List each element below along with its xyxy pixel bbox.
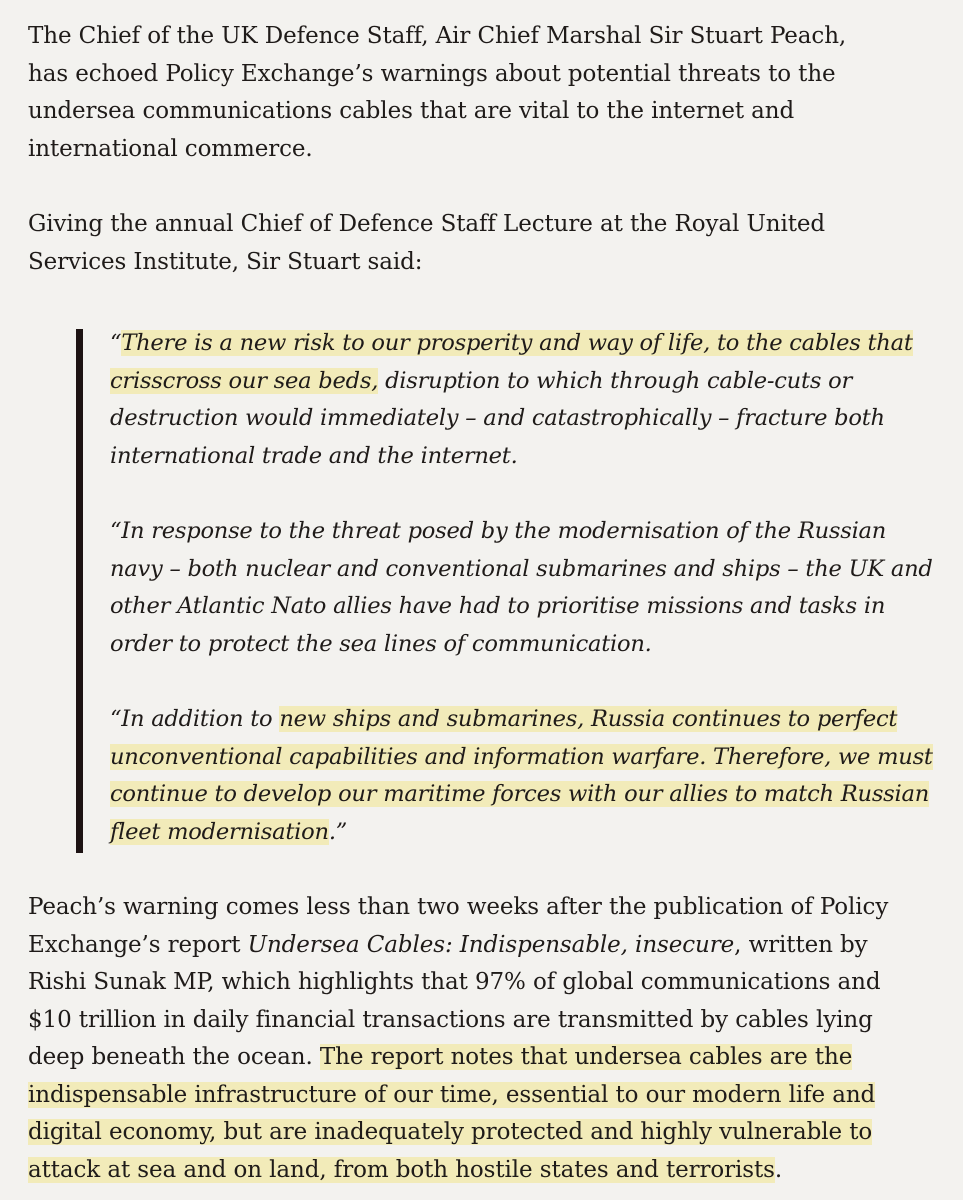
paragraph-intro: The Chief of the UK Defence Staff, Air Chief Marshal Sir Stuart Peach, has echoed Policy Exchange’s warnings about potential threats to the undersea communications cables that are vital to the internet and international commerce.: [28, 23, 847, 162]
article-body: [28, 18, 943, 1189]
blockquote: [76, 325, 940, 851]
quote-paragraph-3: [110, 701, 940, 851]
paragraph-lecture: Giving the annual Chief of Defence Staff Lecture at the Royal United Services Institute, Sir Stuart said:: [28, 211, 825, 275]
closing-text: Peach’s warning comes less than two weeks after the publication of Policy Exchange’s report: [28, 894, 889, 958]
quote-paragraph-2: “In response to the threat posed by the modernisation of the Russian navy – both nuclear and conventional submarines and ships – the UK and other Atlantic Nato allies have had to prioritise missions and tasks in order to protect the sea lines of communication.: [110, 518, 933, 657]
quote-text: disruption to which through cable-cuts or destruction would immediately – and catastrophically – fracture both international trade and the internet.: [110, 367, 885, 469]
report-title: Undersea Cables: Indispensable, insecure: [247, 931, 735, 958]
closing-text: , written by Rishi Sunak MP, which highlights that 97% of global communications and $10 trillion in daily financial transactions are transmitted by cables lying deep beneath the ocean.: [28, 931, 881, 1070]
quote-text: “In addition to: [110, 706, 280, 732]
quote-open-mark: “: [110, 330, 122, 356]
closing-end: .: [774, 1156, 783, 1183]
blockquote-bar: [76, 329, 83, 853]
highlighted-text: new ships and submarines, Russia continues to perfect unconventional capabilities and information warfare. Therefore, we must continue to develop our maritime forces with our allies to match Russian fleet modernisation: [110, 706, 933, 845]
highlighted-text: There is a new risk to our prosperity and way of life, to the cables that crisscross our sea beds,: [110, 330, 913, 394]
quote-close-mark: .”: [328, 818, 348, 845]
quote-paragraph-1: [110, 325, 940, 475]
highlighted-text: The report notes that undersea cables are the indispensable infrastructure of our time, essential to our modern life and digital economy, but are inadequately protected and highly vulnerable to attack at sea and on land, from both hostile states and terrorists: [28, 1044, 876, 1183]
paragraph-closing: [28, 889, 928, 1189]
